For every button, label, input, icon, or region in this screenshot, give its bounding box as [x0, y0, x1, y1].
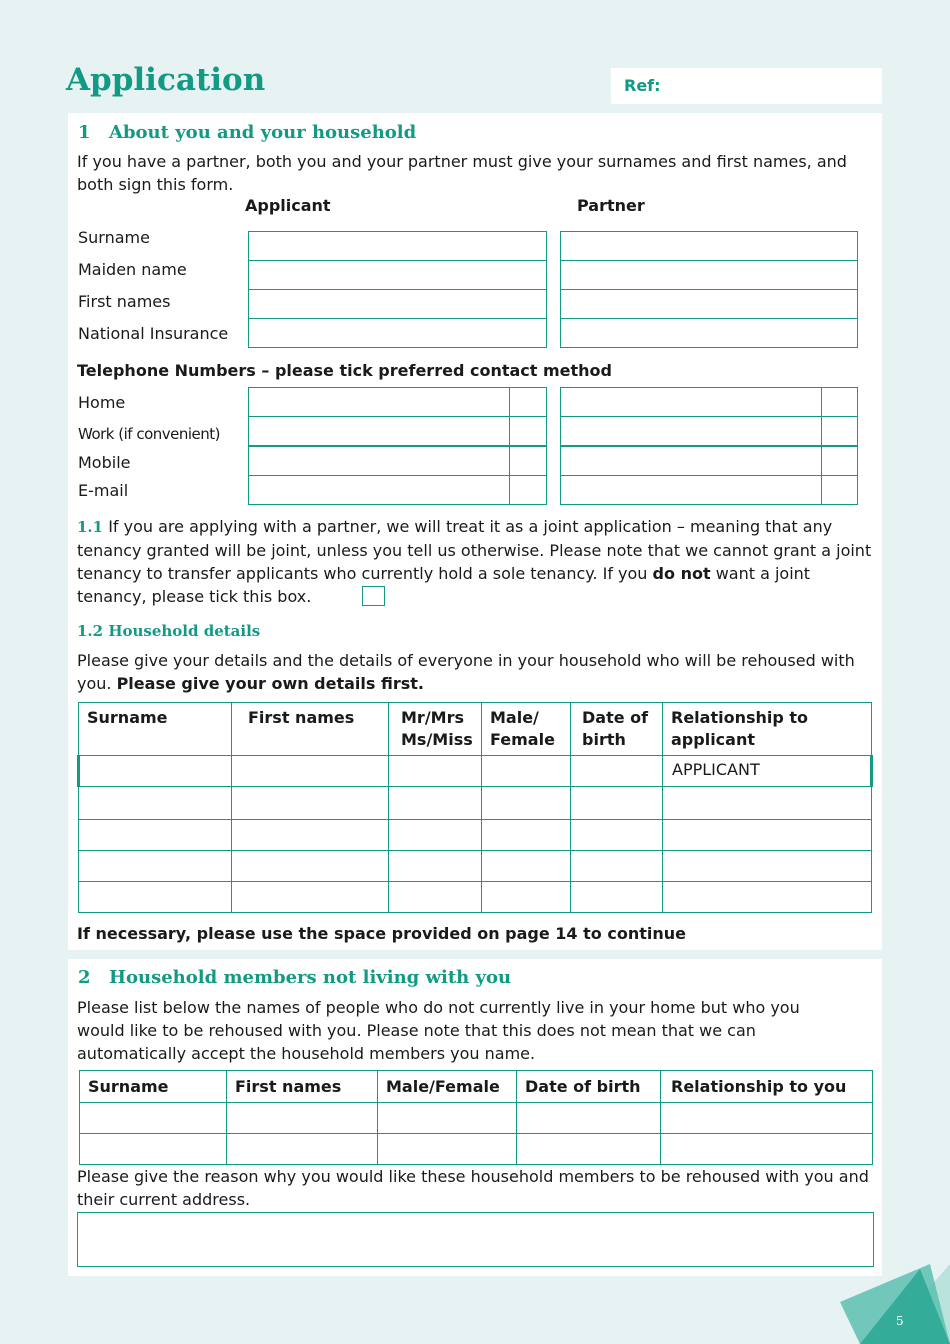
applicant-relationship-cell: APPLICANT [663, 756, 872, 787]
mobile-phone-label: Mobile [78, 453, 131, 472]
cell-input[interactable] [663, 787, 872, 820]
members-header-relationship: Relationship to you [661, 1071, 873, 1103]
partner-maiden-name-input[interactable] [560, 260, 858, 290]
applicant-home-phone-input[interactable] [248, 387, 510, 417]
page-number: 5 [896, 1314, 904, 1328]
home-phone-label: Home [78, 393, 126, 412]
cell-input[interactable] [80, 1103, 227, 1134]
table-row [79, 787, 872, 820]
household-details-heading: 1.2 Household details [77, 622, 261, 640]
cell-input[interactable] [389, 851, 482, 882]
cell-input[interactable] [389, 820, 482, 851]
table-row [80, 1134, 873, 1165]
table-row [80, 1103, 873, 1134]
cell-input[interactable] [482, 787, 571, 820]
cell-input[interactable] [232, 882, 389, 913]
applicant-work-phone-input[interactable] [248, 416, 510, 446]
partner-work-tick[interactable] [821, 416, 858, 446]
cell-input[interactable] [232, 756, 389, 787]
cell-input[interactable] [389, 882, 482, 913]
partner-work-phone-input[interactable] [560, 416, 822, 446]
household-header-surname: Surname [79, 703, 232, 756]
note-1-1-number: 1.1 [77, 518, 104, 536]
cell-input[interactable] [571, 882, 663, 913]
page-title: Application [66, 62, 266, 98]
household-header-title: Mr/Mrs Ms/Miss [389, 703, 482, 756]
applicant-maiden-name-input[interactable] [248, 260, 547, 290]
partner-mobile-tick[interactable] [821, 446, 858, 476]
continue-note: If necessary, please use the space provided on page 14 to continue [77, 924, 686, 943]
cell-input[interactable] [389, 787, 482, 820]
partner-national-insurance-input[interactable] [560, 318, 858, 348]
cell-input[interactable] [663, 882, 872, 913]
cell-input[interactable] [79, 882, 232, 913]
applicant-national-insurance-input[interactable] [248, 318, 547, 348]
cell-input[interactable] [571, 851, 663, 882]
cell-input[interactable] [79, 851, 232, 882]
section-2-panel [68, 959, 882, 1276]
cell-input[interactable] [482, 882, 571, 913]
cell-input[interactable] [482, 851, 571, 882]
cell-input[interactable] [232, 820, 389, 851]
table-row [79, 820, 872, 851]
surname-label: Surname [78, 228, 150, 247]
national-insurance-label: National Insurance [78, 324, 229, 343]
work-phone-label: Work (if convenient) [78, 425, 220, 443]
partner-email-tick[interactable] [821, 475, 858, 505]
cell-input[interactable] [232, 787, 389, 820]
applicant-mobile-input[interactable] [248, 446, 510, 476]
cell-input[interactable] [661, 1103, 873, 1134]
partner-email-input[interactable] [560, 475, 822, 505]
members-header-gender: Male/Female [378, 1071, 517, 1103]
applicant-first-names-input[interactable] [248, 289, 547, 319]
members-header-dob: Date of birth [517, 1071, 661, 1103]
cell-input[interactable] [663, 851, 872, 882]
table-row [79, 882, 872, 913]
corner-decoration-icon [840, 1264, 950, 1344]
members-header-first-names: First names [227, 1071, 378, 1103]
partner-surname-input[interactable] [560, 231, 858, 261]
household-intro: Please give your details and the details of everyone in your household who will be rehoused with you. Please give your own details first. [77, 651, 855, 693]
cell-input[interactable] [378, 1134, 517, 1165]
cell-input[interactable] [79, 756, 232, 787]
table-row [79, 756, 872, 787]
maiden-name-label: Maiden name [78, 260, 187, 279]
applicant-home-tick[interactable] [509, 387, 547, 417]
no-joint-tenancy-checkbox[interactable] [362, 586, 385, 606]
section-2-heading: 2 Household members not living with you [78, 967, 512, 988]
partner-home-tick[interactable] [821, 387, 858, 417]
non-resident-members-table [79, 1070, 873, 1165]
partner-mobile-input[interactable] [560, 446, 822, 476]
telephone-heading: Telephone Numbers – please tick preferred contact method [77, 361, 612, 380]
email-label: E-mail [78, 481, 129, 500]
cell-input[interactable] [79, 787, 232, 820]
cell-input[interactable] [79, 820, 232, 851]
partner-home-phone-input[interactable] [560, 387, 822, 417]
reason-prompt: Please give the reason why you would like these household members to be rehoused with you and their current address. [77, 1167, 869, 1209]
applicant-email-input[interactable] [248, 475, 510, 505]
household-header-gender: Male/ Female [482, 703, 571, 756]
household-header-relationship: Relationship to applicant [663, 703, 872, 756]
members-header-surname: Surname [80, 1071, 227, 1103]
applicant-email-tick[interactable] [509, 475, 547, 505]
cell-input[interactable] [227, 1103, 378, 1134]
cell-input[interactable] [482, 756, 571, 787]
section-1-intro: If you have a partner, both you and your partner must give your surnames and first names, and both sign this form. [77, 152, 847, 194]
ref-label: Ref: [624, 76, 661, 95]
applicant-mobile-tick[interactable] [509, 446, 547, 476]
household-header-dob: Date of birth [571, 703, 663, 756]
section-1-heading: 1 About you and your household [78, 122, 417, 143]
cell-input[interactable] [571, 787, 663, 820]
section-1-panel [68, 113, 882, 950]
cell-input[interactable] [227, 1134, 378, 1165]
partner-column-header: Partner [577, 196, 645, 215]
cell-input[interactable] [663, 820, 872, 851]
cell-input[interactable] [571, 820, 663, 851]
first-names-label: First names [78, 292, 171, 311]
cell-input[interactable] [80, 1134, 227, 1165]
applicant-surname-input[interactable] [248, 231, 547, 261]
applicant-column-header: Applicant [245, 196, 331, 215]
applicant-work-tick[interactable] [509, 416, 547, 446]
cell-input[interactable] [482, 820, 571, 851]
cell-input[interactable] [517, 1103, 661, 1134]
household-table [77, 702, 873, 913]
reason-textarea[interactable] [77, 1212, 874, 1267]
ref-field[interactable] [611, 68, 882, 104]
table-row [79, 851, 872, 882]
partner-first-names-input[interactable] [560, 289, 858, 319]
section-2-intro: Please list below the names of people who do not currently live in your home but who you would like to be rehoused with you. Please note that this does not mean that we can automatically accept the household members you name. [77, 998, 800, 1063]
household-header-first-names: First names [232, 703, 389, 756]
cell-input[interactable] [571, 756, 663, 787]
cell-input[interactable] [517, 1134, 661, 1165]
cell-input[interactable] [661, 1134, 873, 1165]
cell-input[interactable] [232, 851, 389, 882]
cell-input[interactable] [389, 756, 482, 787]
joint-tenancy-note: 1.1 If you are applying with a partner, we will treat it as a joint application – meaning that any tenancy granted will be joint, unless you tell us otherwise. Please note that we cannot grant a joint tenancy to transfer applicants who currently hold a sole tenancy. If you do not want a joint tenancy, please tick this box. [77, 517, 872, 606]
cell-input[interactable] [378, 1103, 517, 1134]
